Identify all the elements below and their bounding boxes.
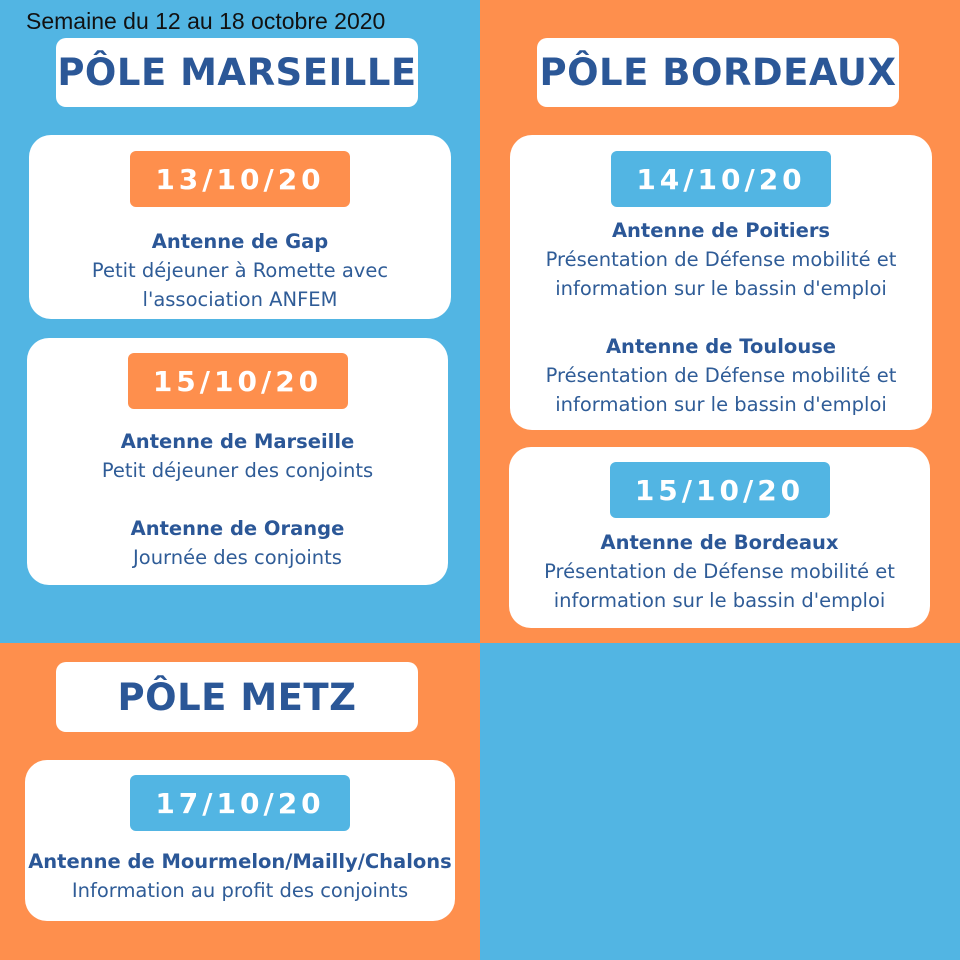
date-badge: 15/10/20: [128, 353, 348, 409]
date-badge: 15/10/20: [610, 462, 830, 518]
entry: [510, 332, 932, 419]
entry: [27, 514, 448, 572]
marseille-card-2: [27, 338, 448, 585]
entry: [510, 216, 932, 303]
entry-desc-line: Présentation de Défense mobilité et: [545, 248, 897, 271]
entry-desc-line: Petit déjeuner à Romette avec: [91, 259, 389, 282]
entry-desc-line: Information au profit des conjoints: [71, 879, 409, 902]
entry-name: Antenne de Mourmelon/Mailly/Chalons: [28, 850, 452, 873]
entry: [509, 528, 930, 615]
entry-list: [510, 216, 932, 419]
entry-desc-line: information sur le bassin d'emploi: [553, 589, 886, 612]
date-badge: 13/10/20: [130, 151, 350, 207]
pole-metz-title: PÔLE METZ: [56, 662, 418, 732]
entry: [29, 227, 451, 314]
entry-desc-line: Petit déjeuner des conjoints: [101, 459, 374, 482]
entry-name: Antenne de Toulouse: [605, 335, 837, 358]
pole-marseille-title: PÔLE MARSEILLE: [56, 38, 418, 107]
entry-name: Antenne de Gap: [151, 230, 329, 253]
entry: [27, 427, 448, 485]
bordeaux-card-2: [509, 447, 930, 628]
pole-bordeaux-title: PÔLE BORDEAUX: [537, 38, 899, 107]
date-badge: 14/10/20: [611, 151, 831, 207]
week-heading: Semaine du 12 au 18 octobre 2020: [26, 8, 386, 34]
entry-list: [27, 427, 448, 572]
entry-list: [25, 847, 455, 905]
entry-name: Antenne de Marseille: [120, 430, 355, 453]
entry: [25, 847, 455, 905]
entry-desc-line: information sur le bassin d'emploi: [555, 277, 887, 300]
metz-card-1: [25, 760, 455, 921]
entry-name: Antenne de Orange: [130, 517, 345, 540]
entry-desc-line: information sur le bassin d'emploi: [555, 393, 887, 416]
entry-desc-line: Présentation de Défense mobilité et: [545, 364, 897, 387]
empty-panel-background: [480, 643, 960, 960]
bordeaux-card-1: [510, 135, 932, 430]
entry-name: Antenne de Bordeaux: [600, 531, 839, 554]
date-badge: 17/10/20: [130, 775, 350, 831]
entry-name: Antenne de Poitiers: [611, 219, 831, 242]
marseille-card-1: [29, 135, 451, 319]
entry-desc-line: Journée des conjoints: [133, 546, 342, 569]
entry-list: [29, 227, 451, 314]
entry-list: [509, 528, 930, 615]
entry-desc-line: l'association ANFEM: [142, 288, 338, 311]
entry-desc-line: Présentation de Défense mobilité et: [544, 560, 895, 583]
